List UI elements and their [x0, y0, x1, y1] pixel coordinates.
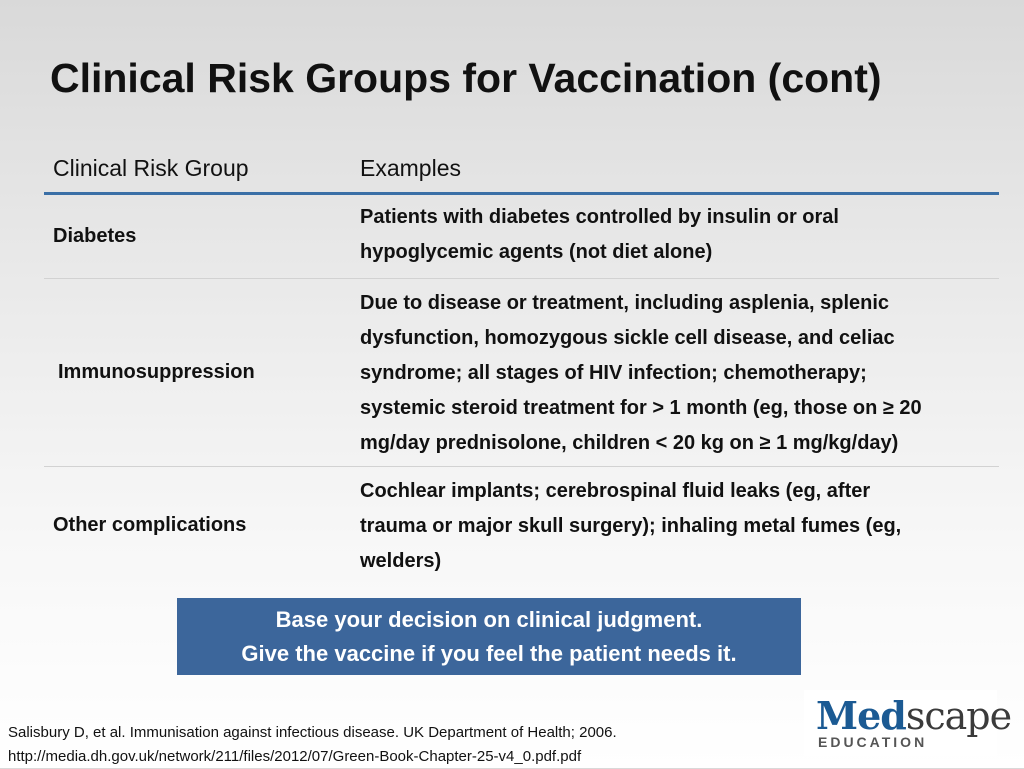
examples-line: dysfunction, homozygous sickle cell disease, and celiac — [360, 327, 895, 349]
callout-line: Give the vaccine if you feel the patient needs it. — [241, 640, 737, 666]
logo-education: EDUCATION — [818, 734, 928, 750]
risk-group-cell: Other complications — [53, 513, 247, 536]
header-examples: Examples — [360, 155, 461, 181]
examples-line: trauma or major skull surgery); inhaling metal fumes (eg, — [360, 515, 902, 537]
risk-group-table — [44, 144, 999, 583]
logo-scape: scape — [905, 694, 1012, 738]
table-row-immunosuppression — [44, 279, 999, 467]
citation-reference: Salisbury D, et al. Immunisation against infectious disease. UK Department of Health; 2006. — [8, 724, 617, 741]
examples-cell — [360, 474, 1000, 579]
medscape-education-logo — [804, 690, 1012, 756]
risk-group-cell: Diabetes — [53, 225, 137, 247]
citation-url: http://media.dh.gov.uk/network/211/files/2012/07/Green-Book-Chapter-25-v4_0.pdf.pdf — [8, 748, 582, 765]
examples-line: welders) — [360, 550, 442, 572]
callout-line: Base your decision on clinical judgment. — [275, 606, 703, 632]
table-row-diabetes — [44, 195, 999, 279]
logo-med: Med — [816, 693, 906, 738]
header-clinical-risk-group: Clinical Risk Group — [53, 155, 249, 181]
citation — [8, 721, 617, 769]
examples-line: Due to disease or treatment, including asplenia, splenic — [360, 292, 890, 314]
slide-title: Clinical Risk Groups for Vaccination (cont) — [50, 55, 882, 101]
clinical-judgment-callout — [177, 598, 801, 675]
risk-group-cell: Immunosuppression — [58, 361, 255, 383]
examples-cell — [360, 200, 1000, 270]
examples-line: syndrome; all stages of HIV infection; chemotherapy; — [360, 362, 867, 384]
examples-line: hypoglycemic agents (not diet alone) — [360, 241, 713, 263]
examples-line: mg/day prednisolone, children < 20 kg on ≥ 1 mg/kg/day) — [360, 432, 899, 454]
examples-cell — [360, 286, 1000, 461]
logo-wordmark — [816, 694, 1011, 738]
examples-line: systemic steroid treatment for > 1 month (eg, those on ≥ 20 — [360, 397, 922, 419]
examples-line: Cochlear implants; cerebrospinal fluid leaks (eg, after — [360, 480, 871, 502]
examples-line: Patients with diabetes controlled by insulin or oral — [360, 206, 839, 228]
table-row-other-complications — [44, 467, 999, 583]
table-header-row — [44, 144, 999, 195]
